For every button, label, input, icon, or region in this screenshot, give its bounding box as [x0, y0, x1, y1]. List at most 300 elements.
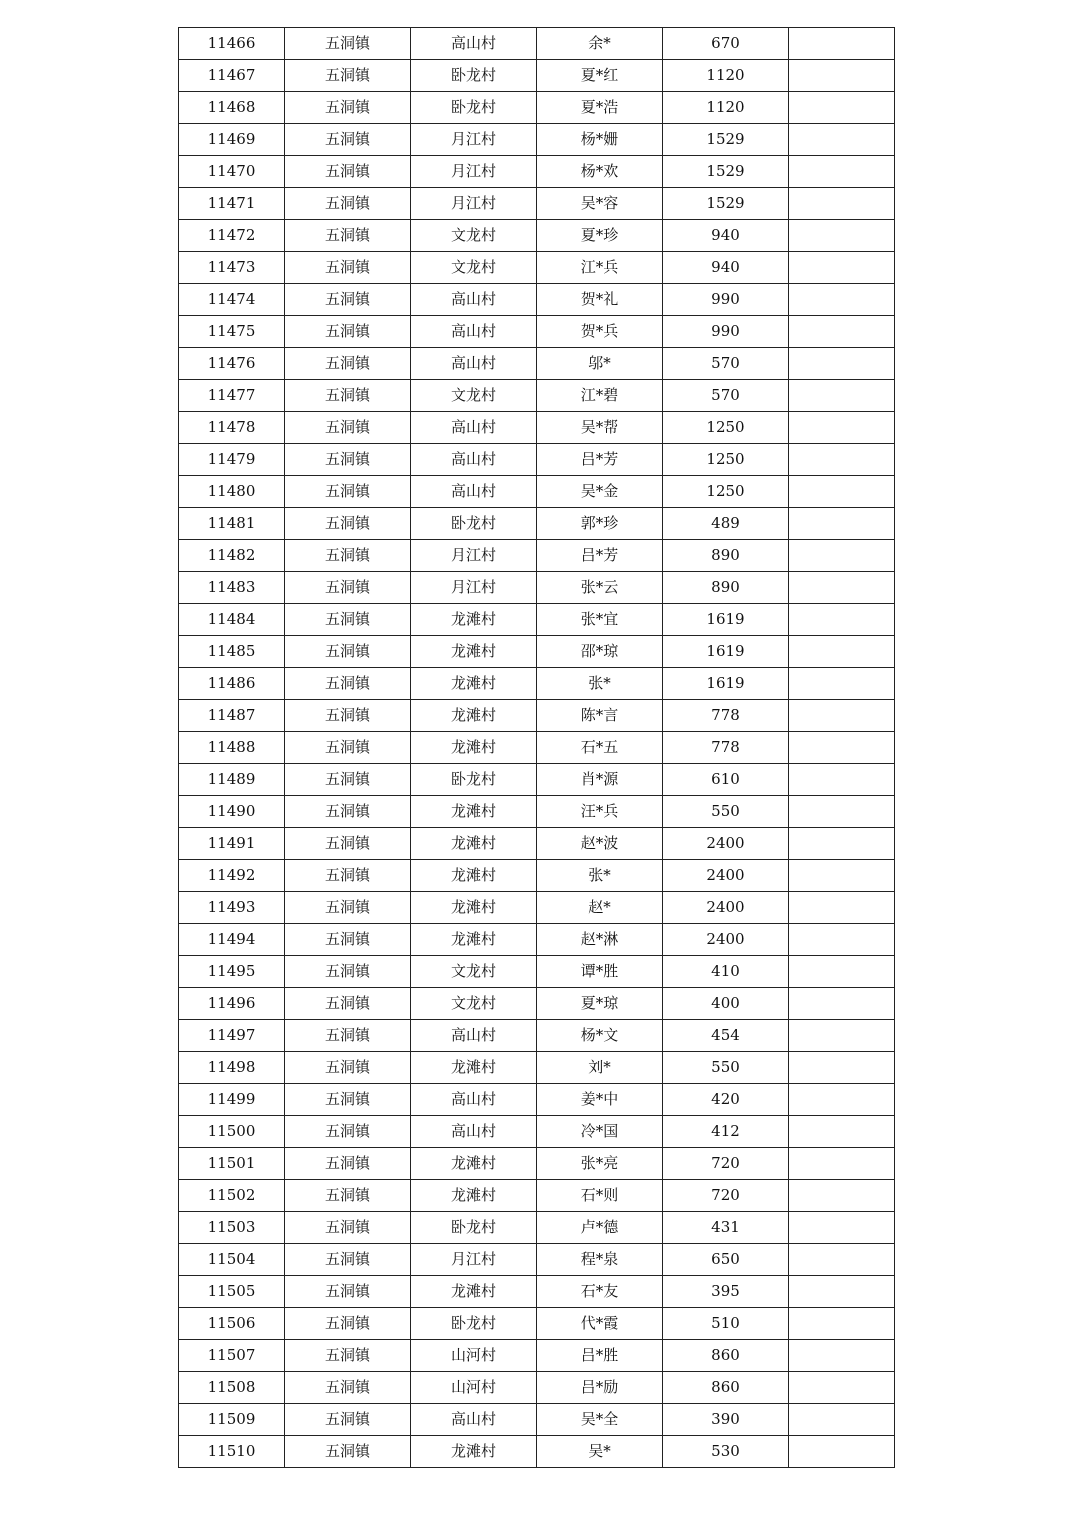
cell-id: 11483 [179, 572, 285, 604]
table-row [179, 860, 895, 892]
cell-town: 五洞镇 [285, 1020, 411, 1052]
cell-amount: 1619 [663, 636, 789, 668]
cell-note [789, 92, 895, 124]
cell-amount: 720 [663, 1180, 789, 1212]
cell-town: 五洞镇 [285, 380, 411, 412]
cell-town: 五洞镇 [285, 124, 411, 156]
cell-town: 五洞镇 [285, 1212, 411, 1244]
cell-village: 卧龙村 [411, 764, 537, 796]
table-row [179, 764, 895, 796]
table-row [179, 92, 895, 124]
cell-name: 刘* [537, 1052, 663, 1084]
cell-id: 11482 [179, 540, 285, 572]
table-row [179, 956, 895, 988]
cell-note [789, 380, 895, 412]
cell-amount: 890 [663, 540, 789, 572]
cell-amount: 1529 [663, 188, 789, 220]
cell-amount: 990 [663, 316, 789, 348]
cell-village: 高山村 [411, 316, 537, 348]
cell-name: 张*亮 [537, 1148, 663, 1180]
table-row [179, 1116, 895, 1148]
cell-town: 五洞镇 [285, 1340, 411, 1372]
cell-name: 肖*源 [537, 764, 663, 796]
cell-village: 龙滩村 [411, 828, 537, 860]
cell-name: 夏*红 [537, 60, 663, 92]
cell-id: 11481 [179, 508, 285, 540]
cell-id: 11475 [179, 316, 285, 348]
cell-town: 五洞镇 [285, 732, 411, 764]
cell-name: 杨*欢 [537, 156, 663, 188]
cell-village: 高山村 [411, 444, 537, 476]
cell-id: 11505 [179, 1276, 285, 1308]
cell-amount: 412 [663, 1116, 789, 1148]
cell-amount: 530 [663, 1436, 789, 1468]
cell-village: 高山村 [411, 476, 537, 508]
cell-village: 龙滩村 [411, 636, 537, 668]
table-row [179, 572, 895, 604]
cell-amount: 1619 [663, 668, 789, 700]
cell-name: 赵* [537, 892, 663, 924]
cell-id: 11504 [179, 1244, 285, 1276]
cell-amount: 650 [663, 1244, 789, 1276]
cell-name: 余* [537, 28, 663, 60]
cell-town: 五洞镇 [285, 444, 411, 476]
cell-amount: 1529 [663, 124, 789, 156]
cell-amount: 720 [663, 1148, 789, 1180]
cell-amount: 420 [663, 1084, 789, 1116]
cell-note [789, 1084, 895, 1116]
table-row [179, 380, 895, 412]
cell-amount: 395 [663, 1276, 789, 1308]
table-row [179, 1212, 895, 1244]
table-row [179, 1308, 895, 1340]
cell-id: 11486 [179, 668, 285, 700]
table-row [179, 476, 895, 508]
table-row [179, 732, 895, 764]
table-row [179, 1180, 895, 1212]
cell-town: 五洞镇 [285, 316, 411, 348]
cell-name: 张*宜 [537, 604, 663, 636]
cell-note [789, 444, 895, 476]
cell-name: 吴*全 [537, 1404, 663, 1436]
cell-amount: 390 [663, 1404, 789, 1436]
cell-id: 11479 [179, 444, 285, 476]
cell-town: 五洞镇 [285, 188, 411, 220]
table-row [179, 28, 895, 60]
table-row [179, 1276, 895, 1308]
cell-name: 张*云 [537, 572, 663, 604]
table-row [179, 124, 895, 156]
cell-village: 龙滩村 [411, 604, 537, 636]
table-row [179, 412, 895, 444]
cell-note [789, 1404, 895, 1436]
cell-amount: 2400 [663, 924, 789, 956]
cell-id: 11487 [179, 700, 285, 732]
cell-name: 江*碧 [537, 380, 663, 412]
cell-village: 文龙村 [411, 988, 537, 1020]
cell-note [789, 284, 895, 316]
cell-id: 11509 [179, 1404, 285, 1436]
cell-village: 高山村 [411, 1116, 537, 1148]
cell-town: 五洞镇 [285, 60, 411, 92]
cell-note [789, 220, 895, 252]
table-row [179, 668, 895, 700]
cell-id: 11469 [179, 124, 285, 156]
cell-amount: 940 [663, 220, 789, 252]
cell-village: 龙滩村 [411, 732, 537, 764]
cell-name: 吕*芳 [537, 540, 663, 572]
cell-town: 五洞镇 [285, 28, 411, 60]
cell-amount: 489 [663, 508, 789, 540]
cell-town: 五洞镇 [285, 828, 411, 860]
cell-note [789, 1212, 895, 1244]
cell-amount: 570 [663, 348, 789, 380]
table-row [179, 636, 895, 668]
cell-name: 邵*琼 [537, 636, 663, 668]
cell-village: 月江村 [411, 124, 537, 156]
cell-village: 龙滩村 [411, 668, 537, 700]
cell-village: 高山村 [411, 1084, 537, 1116]
cell-name: 赵*波 [537, 828, 663, 860]
table-row [179, 1404, 895, 1436]
cell-village: 龙滩村 [411, 924, 537, 956]
cell-village: 月江村 [411, 156, 537, 188]
table-row [179, 60, 895, 92]
cell-id: 11477 [179, 380, 285, 412]
cell-name: 石*则 [537, 1180, 663, 1212]
cell-id: 11500 [179, 1116, 285, 1148]
cell-amount: 400 [663, 988, 789, 1020]
cell-amount: 610 [663, 764, 789, 796]
cell-id: 11498 [179, 1052, 285, 1084]
cell-name: 郭*珍 [537, 508, 663, 540]
cell-name: 石*五 [537, 732, 663, 764]
cell-town: 五洞镇 [285, 508, 411, 540]
cell-amount: 1250 [663, 412, 789, 444]
cell-note [789, 1052, 895, 1084]
table-row [179, 188, 895, 220]
table-row [179, 604, 895, 636]
cell-amount: 570 [663, 380, 789, 412]
cell-name: 汪*兵 [537, 796, 663, 828]
cell-name: 江*兵 [537, 252, 663, 284]
cell-town: 五洞镇 [285, 252, 411, 284]
cell-id: 11474 [179, 284, 285, 316]
cell-name: 贺*礼 [537, 284, 663, 316]
cell-village: 龙滩村 [411, 796, 537, 828]
cell-note [789, 540, 895, 572]
cell-town: 五洞镇 [285, 92, 411, 124]
cell-amount: 550 [663, 1052, 789, 1084]
cell-village: 卧龙村 [411, 1308, 537, 1340]
cell-village: 月江村 [411, 188, 537, 220]
cell-name: 代*霞 [537, 1308, 663, 1340]
cell-id: 11467 [179, 60, 285, 92]
cell-id: 11497 [179, 1020, 285, 1052]
cell-name: 吴*金 [537, 476, 663, 508]
cell-note [789, 1244, 895, 1276]
cell-id: 11492 [179, 860, 285, 892]
cell-id: 11507 [179, 1340, 285, 1372]
cell-village: 月江村 [411, 540, 537, 572]
table-row [179, 284, 895, 316]
cell-note [789, 796, 895, 828]
cell-id: 11506 [179, 1308, 285, 1340]
cell-id: 11499 [179, 1084, 285, 1116]
cell-name: 吕*励 [537, 1372, 663, 1404]
cell-id: 11495 [179, 956, 285, 988]
cell-village: 文龙村 [411, 252, 537, 284]
cell-id: 11484 [179, 604, 285, 636]
cell-id: 11468 [179, 92, 285, 124]
cell-town: 五洞镇 [285, 604, 411, 636]
cell-id: 11473 [179, 252, 285, 284]
cell-note [789, 1148, 895, 1180]
cell-name: 邬* [537, 348, 663, 380]
cell-village: 卧龙村 [411, 1212, 537, 1244]
cell-town: 五洞镇 [285, 764, 411, 796]
cell-name: 张* [537, 668, 663, 700]
cell-village: 文龙村 [411, 956, 537, 988]
cell-town: 五洞镇 [285, 284, 411, 316]
cell-village: 龙滩村 [411, 1436, 537, 1468]
cell-village: 卧龙村 [411, 92, 537, 124]
table-row [179, 1052, 895, 1084]
table-body [179, 28, 895, 1468]
table-row [179, 316, 895, 348]
cell-town: 五洞镇 [285, 668, 411, 700]
table-row [179, 892, 895, 924]
cell-note [789, 348, 895, 380]
cell-note [789, 28, 895, 60]
cell-village: 高山村 [411, 284, 537, 316]
cell-village: 龙滩村 [411, 1180, 537, 1212]
cell-id: 11508 [179, 1372, 285, 1404]
cell-note [789, 1020, 895, 1052]
cell-town: 五洞镇 [285, 1404, 411, 1436]
cell-note [789, 988, 895, 1020]
cell-town: 五洞镇 [285, 1116, 411, 1148]
cell-name: 冷*国 [537, 1116, 663, 1148]
cell-town: 五洞镇 [285, 1276, 411, 1308]
table-row [179, 1244, 895, 1276]
cell-id: 11472 [179, 220, 285, 252]
cell-town: 五洞镇 [285, 1084, 411, 1116]
cell-note [789, 412, 895, 444]
cell-note [789, 828, 895, 860]
cell-name: 夏*琼 [537, 988, 663, 1020]
cell-village: 高山村 [411, 28, 537, 60]
table-row [179, 540, 895, 572]
cell-amount: 550 [663, 796, 789, 828]
cell-id: 11470 [179, 156, 285, 188]
cell-town: 五洞镇 [285, 924, 411, 956]
table-row [179, 796, 895, 828]
table-row [179, 988, 895, 1020]
cell-note [789, 1340, 895, 1372]
cell-id: 11496 [179, 988, 285, 1020]
cell-town: 五洞镇 [285, 1372, 411, 1404]
cell-name: 贺*兵 [537, 316, 663, 348]
cell-village: 高山村 [411, 412, 537, 444]
cell-town: 五洞镇 [285, 988, 411, 1020]
cell-note [789, 892, 895, 924]
cell-amount: 1250 [663, 444, 789, 476]
table-row [179, 444, 895, 476]
cell-note [789, 1372, 895, 1404]
cell-town: 五洞镇 [285, 700, 411, 732]
cell-name: 卢*德 [537, 1212, 663, 1244]
cell-name: 吴*帮 [537, 412, 663, 444]
cell-id: 11491 [179, 828, 285, 860]
table-row [179, 1372, 895, 1404]
cell-town: 五洞镇 [285, 412, 411, 444]
cell-name: 程*泉 [537, 1244, 663, 1276]
cell-note [789, 156, 895, 188]
cell-name: 夏*浩 [537, 92, 663, 124]
cell-id: 11510 [179, 1436, 285, 1468]
data-table [178, 27, 895, 1468]
cell-town: 五洞镇 [285, 348, 411, 380]
cell-note [789, 476, 895, 508]
cell-town: 五洞镇 [285, 1244, 411, 1276]
cell-id: 11503 [179, 1212, 285, 1244]
cell-amount: 890 [663, 572, 789, 604]
cell-village: 山河村 [411, 1340, 537, 1372]
cell-name: 赵*淋 [537, 924, 663, 956]
table-row [179, 1340, 895, 1372]
table-row [179, 924, 895, 956]
cell-name: 张* [537, 860, 663, 892]
cell-village: 龙滩村 [411, 892, 537, 924]
cell-note [789, 636, 895, 668]
cell-village: 文龙村 [411, 380, 537, 412]
cell-amount: 1619 [663, 604, 789, 636]
cell-name: 吕*芳 [537, 444, 663, 476]
cell-name: 杨*文 [537, 1020, 663, 1052]
cell-amount: 990 [663, 284, 789, 316]
cell-amount: 410 [663, 956, 789, 988]
cell-note [789, 604, 895, 636]
cell-town: 五洞镇 [285, 156, 411, 188]
cell-note [789, 1308, 895, 1340]
cell-name: 吴* [537, 1436, 663, 1468]
table-row [179, 700, 895, 732]
cell-town: 五洞镇 [285, 860, 411, 892]
cell-amount: 2400 [663, 892, 789, 924]
cell-name: 夏*珍 [537, 220, 663, 252]
cell-note [789, 764, 895, 796]
cell-id: 11501 [179, 1148, 285, 1180]
cell-town: 五洞镇 [285, 572, 411, 604]
cell-amount: 670 [663, 28, 789, 60]
cell-amount: 431 [663, 1212, 789, 1244]
cell-amount: 778 [663, 732, 789, 764]
cell-id: 11478 [179, 412, 285, 444]
cell-village: 山河村 [411, 1372, 537, 1404]
cell-town: 五洞镇 [285, 636, 411, 668]
cell-note [789, 508, 895, 540]
table-row [179, 348, 895, 380]
cell-village: 月江村 [411, 572, 537, 604]
cell-amount: 860 [663, 1340, 789, 1372]
cell-village: 龙滩村 [411, 1276, 537, 1308]
cell-id: 11502 [179, 1180, 285, 1212]
cell-note [789, 60, 895, 92]
cell-note [789, 956, 895, 988]
cell-village: 文龙村 [411, 220, 537, 252]
cell-town: 五洞镇 [285, 956, 411, 988]
cell-town: 五洞镇 [285, 1052, 411, 1084]
cell-village: 龙滩村 [411, 1148, 537, 1180]
cell-town: 五洞镇 [285, 796, 411, 828]
cell-amount: 454 [663, 1020, 789, 1052]
cell-id: 11490 [179, 796, 285, 828]
cell-amount: 778 [663, 700, 789, 732]
cell-id: 11466 [179, 28, 285, 60]
table-row [179, 1148, 895, 1180]
cell-village: 月江村 [411, 1244, 537, 1276]
cell-name: 杨*姗 [537, 124, 663, 156]
cell-town: 五洞镇 [285, 1148, 411, 1180]
cell-village: 高山村 [411, 1020, 537, 1052]
table-row [179, 828, 895, 860]
cell-name: 石*友 [537, 1276, 663, 1308]
cell-town: 五洞镇 [285, 1180, 411, 1212]
cell-id: 11485 [179, 636, 285, 668]
cell-id: 11480 [179, 476, 285, 508]
cell-id: 11493 [179, 892, 285, 924]
cell-village: 卧龙村 [411, 508, 537, 540]
cell-note [789, 252, 895, 284]
cell-id: 11471 [179, 188, 285, 220]
cell-name: 谭*胜 [537, 956, 663, 988]
table-row [179, 220, 895, 252]
cell-town: 五洞镇 [285, 220, 411, 252]
cell-village: 高山村 [411, 1404, 537, 1436]
cell-note [789, 316, 895, 348]
cell-amount: 860 [663, 1372, 789, 1404]
cell-id: 11494 [179, 924, 285, 956]
table-row [179, 1436, 895, 1468]
cell-note [789, 1436, 895, 1468]
cell-amount: 940 [663, 252, 789, 284]
cell-id: 11488 [179, 732, 285, 764]
cell-note [789, 700, 895, 732]
cell-amount: 510 [663, 1308, 789, 1340]
cell-amount: 2400 [663, 860, 789, 892]
cell-id: 11489 [179, 764, 285, 796]
cell-town: 五洞镇 [285, 476, 411, 508]
cell-note [789, 924, 895, 956]
table-row [179, 1084, 895, 1116]
cell-amount: 2400 [663, 828, 789, 860]
cell-village: 卧龙村 [411, 60, 537, 92]
cell-note [789, 860, 895, 892]
cell-village: 龙滩村 [411, 700, 537, 732]
cell-amount: 1529 [663, 156, 789, 188]
cell-town: 五洞镇 [285, 1436, 411, 1468]
cell-note [789, 732, 895, 764]
cell-village: 高山村 [411, 348, 537, 380]
cell-note [789, 1180, 895, 1212]
table-row [179, 1020, 895, 1052]
cell-village: 龙滩村 [411, 1052, 537, 1084]
cell-note [789, 1276, 895, 1308]
cell-village: 龙滩村 [411, 860, 537, 892]
cell-amount: 1120 [663, 92, 789, 124]
cell-name: 吕*胜 [537, 1340, 663, 1372]
